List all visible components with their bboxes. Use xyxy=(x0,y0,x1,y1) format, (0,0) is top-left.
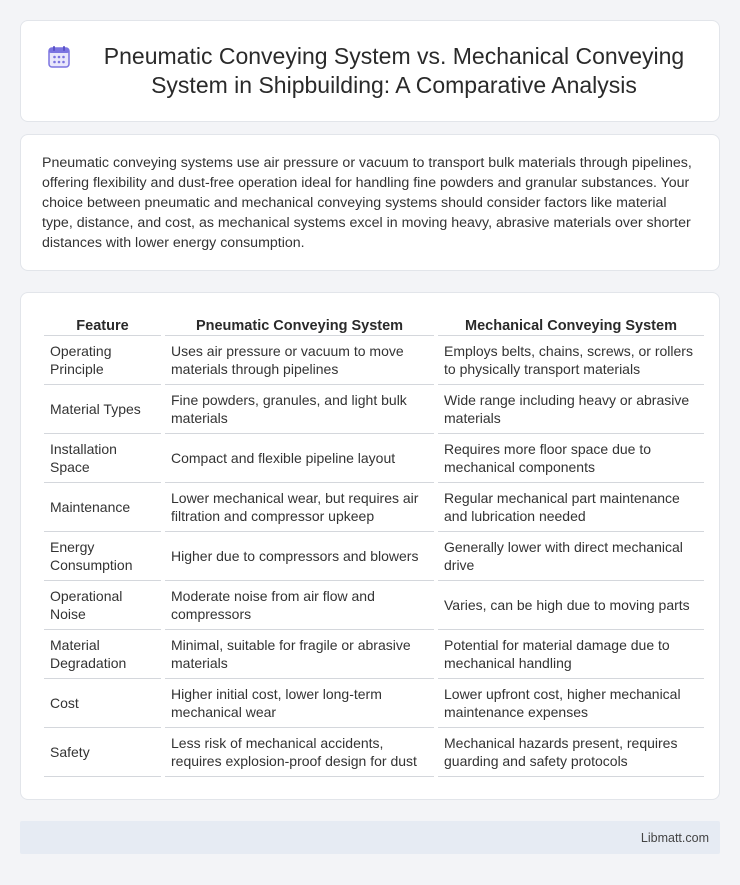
mechanical-cell: Potential for material damage due to mechanical handling xyxy=(438,630,704,679)
feature-cell: Maintenance xyxy=(44,483,161,532)
mechanical-cell: Varies, can be high due to moving parts xyxy=(438,581,704,630)
table-row xyxy=(44,434,704,483)
pneumatic-cell: Uses air pressure or vacuum to move materials through pipelines xyxy=(165,336,434,385)
intro-paragraph: Pneumatic conveying systems use air pressure or vacuum to transport bulk materials through pipelines, offering flexibility and dust-free operation ideal for handling fine powders and granular substances. Your choice between pneumatic and mechanical conveying systems should consider factors like material type, distance, and cost, as mechanical systems excel in moving heavy, abrasive materials over shorter distances with lower energy consumption. xyxy=(42,155,692,251)
table-row xyxy=(44,483,704,532)
header-mechanical: Mechanical Conveying System xyxy=(438,313,704,336)
table-row xyxy=(44,728,704,777)
pneumatic-cell: Higher initial cost, lower long-term mechanical wear xyxy=(165,679,434,728)
feature-cell: Material Degradation xyxy=(44,630,161,679)
table-header-row xyxy=(44,313,704,336)
pneumatic-cell: Fine powders, granules, and light bulk materials xyxy=(165,385,434,434)
calendar-icon xyxy=(46,44,72,70)
header-pneumatic: Pneumatic Conveying System xyxy=(165,313,434,336)
table-row xyxy=(44,679,704,728)
feature-cell: Energy Consumption xyxy=(44,532,161,581)
table-row xyxy=(44,385,704,434)
comparison-card xyxy=(20,292,720,800)
pneumatic-cell: Compact and flexible pipeline layout xyxy=(165,434,434,483)
page-title: Pneumatic Conveying System vs. Mechanical Conveying System in Shipbuilding: A Comparative Analysis xyxy=(103,43,685,98)
header-feature: Feature xyxy=(44,313,161,336)
mechanical-cell: Requires more floor space due to mechanical components xyxy=(438,434,704,483)
title-wrap xyxy=(46,42,694,100)
mechanical-cell: Lower upfront cost, higher mechanical maintenance expenses xyxy=(438,679,704,728)
feature-cell: Material Types xyxy=(44,385,161,434)
table-row xyxy=(44,581,704,630)
intro-card xyxy=(20,134,720,271)
table-row xyxy=(44,532,704,581)
pneumatic-cell: Less risk of mechanical accidents, requires explosion-proof design for dust xyxy=(165,728,434,777)
feature-cell: Installation Space xyxy=(44,434,161,483)
footer-brand[interactable]: Libmatt.com xyxy=(640,830,709,845)
mechanical-cell: Generally lower with direct mechanical drive xyxy=(438,532,704,581)
pneumatic-cell: Minimal, suitable for fragile or abrasive materials xyxy=(165,630,434,679)
mechanical-cell: Employs belts, chains, screws, or rollers to physically transport materials xyxy=(438,336,704,385)
feature-cell: Operating Principle xyxy=(44,336,161,385)
title-card xyxy=(20,20,720,122)
comparison-table xyxy=(40,313,708,777)
table-row xyxy=(44,630,704,679)
feature-cell: Operational Noise xyxy=(44,581,161,630)
footer xyxy=(20,821,720,854)
feature-cell: Cost xyxy=(44,679,161,728)
pneumatic-cell: Lower mechanical wear, but requires air filtration and compressor upkeep xyxy=(165,483,434,532)
pneumatic-cell: Moderate noise from air flow and compressors xyxy=(165,581,434,630)
pneumatic-cell: Higher due to compressors and blowers xyxy=(165,532,434,581)
mechanical-cell: Wide range including heavy or abrasive materials xyxy=(438,385,704,434)
table-row xyxy=(44,336,704,385)
mechanical-cell: Regular mechanical part maintenance and lubrication needed xyxy=(438,483,704,532)
feature-cell: Safety xyxy=(44,728,161,777)
mechanical-cell: Mechanical hazards present, requires guarding and safety protocols xyxy=(438,728,704,777)
